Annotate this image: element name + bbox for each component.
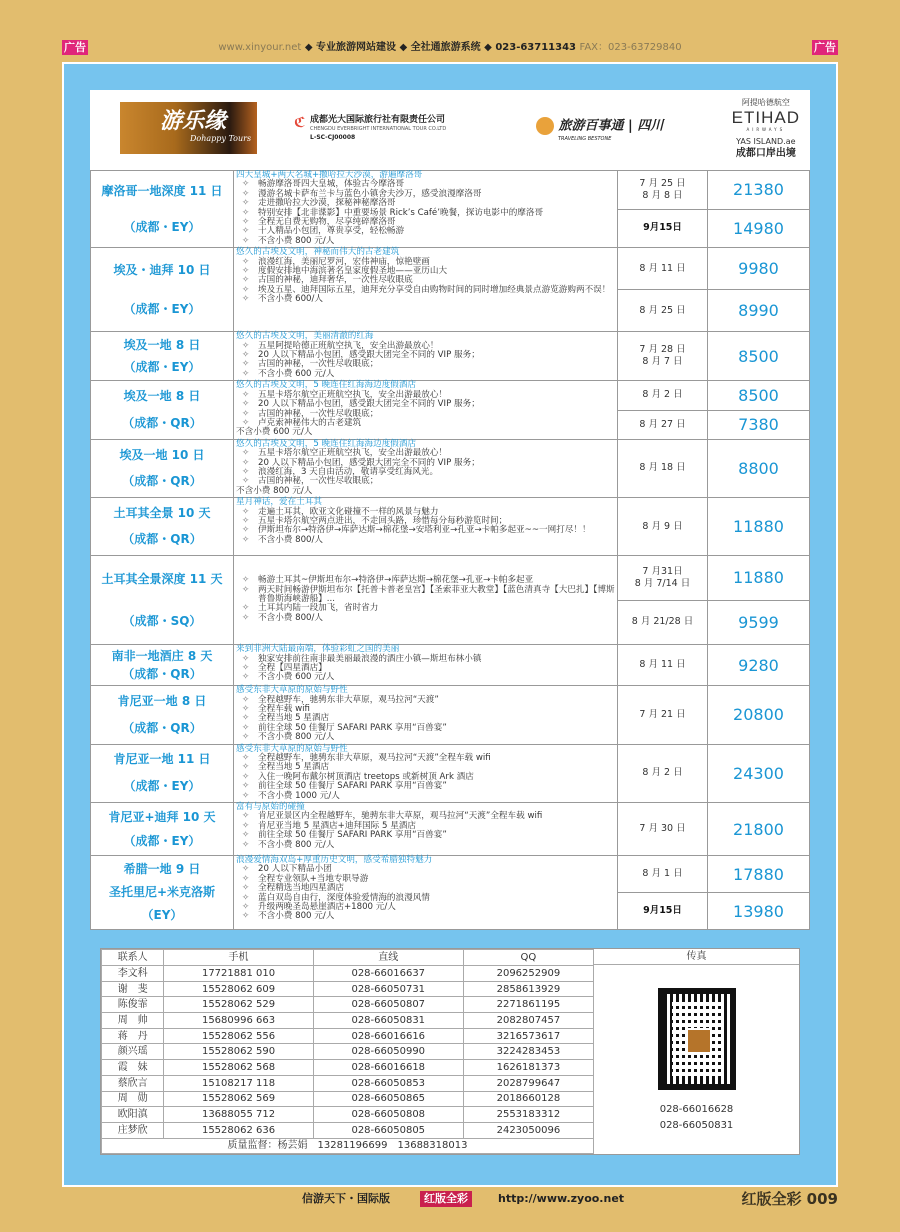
tour-name[interactable]: 肯尼亚一地 8 日 [117, 694, 207, 709]
contact-phone[interactable]: 028-66050865 [313, 1091, 463, 1107]
tour-route: （成都・EY） [123, 302, 201, 316]
contact-qq[interactable]: 2096252909 [463, 966, 593, 982]
tour-route: （成都・QR） [122, 415, 202, 430]
contact-name: 欧阳滇 [102, 1107, 164, 1123]
contact-row [102, 1107, 594, 1123]
tour-highlight: ✧ 度假安排地中海滨著名皇家度假圣地——亚历山大 [236, 267, 615, 276]
tour-prices [618, 645, 809, 685]
tour-name[interactable]: 埃及一地 8 日 [123, 389, 201, 404]
tour-highlight: ✧ 20 人以下精品小包团，感受跟大团完全不同的 VIP 服务； [236, 459, 615, 468]
contact-mobile[interactable]: 15528062 529 [164, 997, 313, 1013]
fax-number: 028-66016628 [659, 1104, 734, 1116]
fax-column [594, 949, 799, 1154]
tour-prices [618, 171, 809, 247]
column-header: 直线 [313, 950, 463, 966]
contact-name: 周 帅 [102, 1013, 164, 1029]
tour-highlight: ✧ 肯尼亚当地 5 星酒店+迪拜国际 5 星酒店 [236, 822, 615, 831]
tour-price: 9599 [738, 612, 779, 632]
contact-phone[interactable]: 028-66016618 [313, 1060, 463, 1076]
contact-phone[interactable]: 028-66050808 [313, 1107, 463, 1123]
tour-highlight: ✧ 伊斯坦布尔→特洛伊→库萨达斯→棉花堡→安塔利亚→孔亚→卡帕多起亚~~一网打尽！！ [236, 526, 615, 535]
departure-date: 8 月 11 日 [618, 645, 708, 685]
tour-highlight: ✧ 畅游土耳其~伊斯坦布尔→特洛伊→库萨达斯→棉花堡→孔亚→卡帕多起亚 [236, 576, 615, 585]
tour-name[interactable]: 肯尼亚一地 11 日 [113, 752, 211, 767]
tour-name-cell [91, 440, 234, 497]
ad-label-left: 广告 [64, 41, 86, 54]
tour-name[interactable]: 埃及一地 8 日 [123, 337, 201, 352]
tour-prices [618, 381, 809, 438]
everbright-logo [294, 115, 447, 142]
departure-row [618, 440, 809, 497]
top-banner [100, 41, 800, 54]
tour-headline: 四大皇城+两大名城+撒哈拉大沙漠，游遍摩洛哥 [236, 170, 423, 180]
column-header: 手机 [164, 950, 313, 966]
tour-description [234, 556, 618, 644]
departure-row [618, 645, 809, 685]
tour-highlight: ✧ 五星卡塔尔航空两点进出，不走回头路，珍惜每分每秒游览时间； [236, 517, 615, 526]
tour-name[interactable]: 埃及一地 10 日 [119, 447, 205, 462]
qr-code-icon[interactable] [658, 988, 736, 1090]
contact-phone[interactable]: 028-66050853 [313, 1075, 463, 1091]
quality-supervisor: 质量监督：杨芸娟 13281196699 13688318013 [102, 1138, 594, 1154]
tour-route: （成都・QR） [122, 474, 202, 489]
departure-date: 8 月 1 日 [618, 856, 708, 892]
tour-price: 7380 [738, 415, 779, 435]
top-fax: FAX：023-63729840 [579, 42, 682, 53]
contact-phone[interactable]: 028-66050990 [313, 1044, 463, 1060]
tour-tip-note: 不含小费 800 元/人 [236, 485, 313, 496]
contact-row [102, 1060, 594, 1076]
tour-highlight: ✧ 肯尼亚景区内全程越野车，驰骋东非大草原，观马拉河“天渡”全程车载 wifi [236, 812, 615, 821]
tour-highlight: ✧ 浪漫红海，美丽尼罗河，宏伟神庙，惊艳壁画 [236, 258, 615, 267]
tour-prices [618, 248, 809, 331]
everbright-mark-icon: ℭ [294, 115, 306, 131]
departure-row [618, 210, 809, 248]
tour-highlight: ✧ 不含小费 800 元/人 [236, 912, 615, 921]
tour-highlight: ✧ 全程无自费无购物，尽享纯碎摩洛哥 [236, 218, 615, 227]
contact-row [102, 1028, 594, 1044]
tour-price: 8990 [738, 301, 779, 321]
tour-headline: 悠久的古埃及文明，神秘而伟大的古老建筑 [236, 247, 400, 258]
tour-highlight: ✧ 畅游摩洛哥四大皇城，体验古今摩洛哥 [236, 180, 615, 189]
dohappy-logo [120, 102, 257, 154]
tour-route-airline: （EY） [141, 908, 183, 923]
logo1-en: Dohappy Tours [190, 134, 252, 143]
tour-row [90, 745, 810, 803]
tour-highlight: ✧ 入住一晚阿布戴尔树顶酒店 treetops 或新树顶 Ark 酒店 [236, 773, 615, 782]
contact-name: 周 勋 [102, 1091, 164, 1107]
tour-description [234, 381, 618, 438]
departure-date: 7 月 21 日 [618, 686, 708, 743]
tour-price: 11880 [733, 517, 784, 537]
contact-qq[interactable]: 1626181373 [463, 1060, 593, 1076]
tour-name-cell [91, 686, 234, 743]
tour-headline: 悠久的古埃及文明，美丽清澈的红海 [236, 331, 374, 342]
departure-row [618, 171, 809, 210]
tour-price: 21380 [733, 180, 784, 200]
contact-qq[interactable]: 3224283453 [463, 1044, 593, 1060]
tour-highlight: ✧ 古国的神秘，一次性尽收眼底； [236, 410, 615, 419]
tour-route: （成都・EY） [123, 359, 201, 374]
contact-qq[interactable]: 3216573617 [463, 1028, 593, 1044]
departure-date: 8 月 11 日 [618, 248, 708, 289]
tour-name[interactable]: 土耳其全景深度 11 天 [101, 571, 223, 586]
departure-date: 7 月 28 日 8 月 7 日 [618, 332, 708, 380]
tour-description [234, 248, 618, 331]
logo1-cn: 游乐缘 [160, 108, 227, 134]
contact-row [102, 981, 594, 997]
tour-description [234, 332, 618, 380]
column-header: QQ [463, 950, 593, 966]
tour-highlight: ✧ 不含小费 600 元/人 [236, 370, 615, 379]
contact-phone[interactable]: 028-66050831 [313, 1013, 463, 1029]
tour-price: 20800 [733, 705, 784, 725]
tour-highlight: ✧ 不含小费 800/人 [236, 614, 615, 623]
tour-name[interactable]: 希腊一地 9 日 [123, 862, 201, 877]
logo3-en: TRAVELING BESTONE [558, 135, 612, 142]
tour-price: 9980 [738, 259, 779, 279]
contact-name: 蔡欣言 [102, 1075, 164, 1091]
contact-row [102, 997, 594, 1013]
tour-highlight: ✧ 不含小费 800 元/人 [236, 841, 615, 850]
tour-highlight: ✧ 20 人以下精品小包团，感受跟大团完全不同的 VIP 服务； [236, 351, 615, 360]
tour-name[interactable]: 摩洛哥一地深度 11 日 [101, 183, 223, 198]
tour-prices [618, 686, 809, 743]
tour-row [90, 856, 810, 930]
departure-row [618, 856, 809, 893]
logo-header [90, 90, 810, 170]
tour-headline: 富有与原始的碰撞 [236, 802, 305, 813]
contact-qq[interactable]: 2858613929 [463, 981, 593, 997]
tour-description [234, 803, 618, 855]
tour-highlight: ✧ 前往全球 50 佳餐厅 SAFARI PARK 享用“百兽宴” [236, 782, 615, 791]
contact-qq[interactable]: 2271861195 [463, 997, 593, 1013]
tour-name[interactable]: 南非一地酒庄 8 天 [111, 648, 213, 663]
tour-highlight: ✧ 全程当地 5 星酒店 [236, 714, 615, 723]
departure-row [618, 248, 809, 290]
departure-port: 成都口岸出境 [735, 148, 796, 159]
tour-row [90, 171, 810, 248]
departure-row [618, 686, 809, 743]
tour-headline: 星月神话，爱在土耳其 [236, 497, 322, 508]
departure-row [618, 893, 809, 929]
departure-date: 8 月 27 日 [618, 411, 708, 439]
tour-highlight: ✧ 不含小费 800 元/人 [236, 733, 615, 742]
departure-row [618, 498, 809, 555]
tour-prices [618, 440, 809, 497]
tour-highlight: ✧ 不含小费 1000 元/人 [236, 792, 615, 801]
departure-date: 9月15日 [618, 893, 708, 929]
departure-date: 8 月 21/28 日 [618, 601, 708, 645]
top-url[interactable]: www.xinyour.net [218, 42, 302, 53]
contact-name: 蒋 丹 [102, 1028, 164, 1044]
fax-number: 028-66050831 [659, 1120, 734, 1132]
tour-name-cell [91, 498, 234, 555]
contact-row [102, 1013, 594, 1029]
contacts-section [100, 948, 800, 1155]
tour-highlight: ✧ 五星阿提哈德正班航空执飞，安全出游最放心！ [236, 342, 615, 351]
contact-row [102, 1044, 594, 1060]
tour-headline: 悠久的古埃及文明，5 晚连住红海海边度假酒店 [236, 438, 417, 449]
tour-price: 8800 [738, 458, 779, 478]
tour-route: （成都・EY） [123, 219, 201, 234]
tour-highlight: ✧ 两天时间畅游伊斯坦布尔【托普卡普老皇宫】【圣索菲亚大教堂】【蓝色清真寺【大巴扎】【博斯普鲁斯海峡游船】... [236, 586, 615, 605]
tour-name[interactable]: 肯尼亚+迪拜 10 天 [108, 809, 216, 824]
fax-header: 传真 [594, 949, 799, 965]
tour-price: 9280 [738, 655, 779, 675]
tour-row [90, 332, 810, 381]
departure-row [618, 556, 809, 601]
tour-highlight: ✧ 不含小费 600 元/人 [236, 673, 615, 682]
contact-name: 庄梦欣 [102, 1122, 164, 1138]
bestone-logo [536, 117, 663, 143]
etihad-cn: 阿提哈德航空 [741, 98, 790, 107]
tour-name-cell [91, 856, 234, 929]
departure-row [618, 332, 809, 380]
tour-highlight: ✧ 埃及五星、迪拜国际五星，迪拜充分享受自由购物时间的同时增加经典景点游览游购两不误！ [236, 286, 615, 295]
page-number: 红版全彩 009 [741, 1190, 838, 1209]
contact-phone[interactable]: 028-66016616 [313, 1028, 463, 1044]
logo2-license: L-SC-CJ00008 [310, 134, 356, 141]
departure-row [618, 381, 809, 410]
contacts-header-row [102, 950, 594, 966]
departure-date: 7 月 30 日 [618, 803, 708, 855]
contact-phone[interactable]: 028-66050731 [313, 981, 463, 997]
tour-prices [618, 556, 809, 644]
tour-highlight: ✧ 不含小费 800 元/人 [236, 237, 615, 246]
contact-mobile[interactable]: 17721881 010 [164, 966, 313, 982]
contact-row [102, 1122, 594, 1138]
tour-row [90, 498, 810, 556]
contacts-table [101, 949, 594, 1154]
contact-qq[interactable]: 2553183312 [463, 1107, 593, 1123]
tour-highlight: ✧ 古国的神秘，一次性尽收眼底； [236, 360, 615, 369]
tour-headline: 浪漫爱情海双岛+厚重历史文明，感受希腊独特魅力 [236, 855, 433, 866]
tour-description [234, 645, 618, 685]
column-header: 联系人 [102, 950, 164, 966]
tour-description [234, 498, 618, 555]
tour-route: （成都・QR） [122, 532, 202, 547]
departure-row [618, 745, 809, 802]
tour-name[interactable]: 土耳其全景 10 天 [113, 505, 211, 520]
contact-mobile[interactable]: 15680996 663 [164, 1013, 313, 1029]
tour-name-cell [91, 745, 234, 802]
departure-date: 8 月 18 日 [618, 440, 708, 497]
tour-description [234, 440, 618, 497]
departure-row [618, 411, 809, 439]
tour-highlight: ✧ 特别安排【北非谍影】中重要场景 Rick’s Café’晚餐，探访电影中的摩洛哥 [236, 209, 615, 218]
tour-name-cell [91, 381, 234, 438]
tour-highlight: ✧ 全程车载 wifi [236, 705, 615, 714]
tour-prices [618, 803, 809, 855]
etihad-sub: AIRWAYS [746, 127, 786, 132]
contact-row [102, 966, 594, 982]
mascot-icon [536, 117, 554, 135]
contact-mobile[interactable]: 15528062 609 [164, 981, 313, 997]
tour-route: （成都・SQ） [122, 613, 202, 628]
departure-row [618, 601, 809, 645]
departure-row [618, 290, 809, 331]
logo2-en: CHENGDU EVERBRIGHT INTERNATIONAL TOUR CO.LTD [310, 126, 447, 132]
departure-date: 8 月 2 日 [618, 745, 708, 802]
tour-price: 24300 [733, 763, 784, 783]
contact-qq[interactable]: 2082807457 [463, 1013, 593, 1029]
tour-price: 13980 [733, 901, 784, 921]
tour-row [90, 440, 810, 498]
tour-price: 11880 [733, 568, 784, 588]
contact-mobile[interactable]: 15528062 569 [164, 1091, 313, 1107]
tour-name-cell [91, 171, 234, 247]
contact-qq[interactable]: 2018660128 [463, 1091, 593, 1107]
footer-slogan: 信游天下・国际版 [302, 1192, 390, 1206]
tour-name-cell [91, 803, 234, 855]
tour-row [90, 381, 810, 439]
contact-phone[interactable]: 028-66050807 [313, 997, 463, 1013]
tour-row [90, 556, 810, 645]
contact-qq[interactable]: 2028799647 [463, 1075, 593, 1091]
tour-tip-note: 不含小费 600 元/人 [236, 427, 313, 438]
tour-route: 圣托里尼+米克洛斯 [108, 885, 216, 900]
tour-row [90, 248, 810, 332]
tour-headline: 悠久的古埃及文明，5 晚连住红海海边度假酒店 [236, 380, 417, 391]
departure-date: 7 月 25 日 8 月 8 日 [618, 171, 708, 209]
tour-highlight: ✧ 不含小费 800/人 [236, 536, 615, 545]
tour-prices [618, 332, 809, 380]
tour-name-cell [91, 248, 234, 331]
tour-highlight: ✧ 全程精选当地四星酒店 [236, 884, 615, 893]
content-panel [62, 62, 838, 1187]
contact-name: 李文科 [102, 966, 164, 982]
tour-price: 21800 [733, 819, 784, 839]
tour-price: 8500 [738, 346, 779, 366]
tour-name[interactable]: 埃及・迪拜 10 日 [113, 262, 211, 277]
tour-prices [618, 498, 809, 555]
tour-highlight: ✧ 五星卡塔尔航空正班航空执飞，安全出游最放心！ [236, 449, 615, 458]
tour-highlight: ✧ 十人精品小包团，尊贵享受，轻松畅游 [236, 227, 615, 236]
tour-prices [618, 856, 809, 929]
departure-date: 8 月 9 日 [618, 498, 708, 555]
tour-highlight: ✧ 卢克索神秘伟大的古老建筑 [236, 419, 615, 428]
tour-highlight: ✧ 前往全球 50 佳餐厅 SAFARI PARK 享用“百兽宴” [236, 724, 615, 733]
contact-phone[interactable]: 028-66050805 [313, 1122, 463, 1138]
tour-highlight: ✧ 古国的神秘，迪拜奢华，一次性尽收眼底 [236, 276, 615, 285]
tour-description [234, 745, 618, 802]
contact-mobile[interactable]: 15528062 590 [164, 1044, 313, 1060]
contact-row [102, 1075, 594, 1091]
tour-headline: 感受东非大草原的原始与野性 [236, 685, 348, 696]
contact-qq[interactable]: 2423050096 [463, 1122, 593, 1138]
contact-name: 颜兴瑶 [102, 1044, 164, 1060]
tour-highlight: ✧ 升级两晚圣岛悬崖酒店+1800 元/人 [236, 903, 615, 912]
tour-highlight: ✧ 浪漫红海，3 天自由活动，敬请享受红海风光。 [236, 468, 615, 477]
tour-highlight: ✧ 走进撒哈拉大沙漠，探秘神秘摩洛哥 [236, 199, 615, 208]
departure-row [618, 803, 809, 855]
contact-name: 霞 妹 [102, 1060, 164, 1076]
contact-mobile[interactable]: 15108217 118 [164, 1075, 313, 1091]
tour-highlight: ✧ 全程当地 5 星酒店 [236, 763, 615, 772]
departure-date: 8 月 25 日 [618, 290, 708, 331]
supervisor-row [102, 1138, 594, 1154]
tour-name-cell [91, 556, 234, 644]
tour-highlight: ✧ 20 人以下精品小包团，感受跟大团完全不同的 VIP 服务； [236, 400, 615, 409]
contact-name: 陈俊霏 [102, 997, 164, 1013]
contact-row [102, 1091, 594, 1107]
tour-highlight: ✧ 前往全球 50 佳餐厅 SAFARI PARK 享用“百兽宴” [236, 831, 615, 840]
contact-name: 谢 斐 [102, 981, 164, 997]
footer-url[interactable]: http://www.zyoo.net [498, 1192, 625, 1206]
tour-highlight: ✧ 不含小费 600/人 [236, 295, 615, 304]
tour-highlight: ✧ 全程越野车，驰骋东非大草原，观马拉河“天渡” [236, 696, 615, 705]
tour-highlight: ✧ 独家安排前往南非最美丽最浪漫的酒庄小镇—斯坦布林小镇 [236, 655, 615, 664]
tour-headline: 感受东非大草原的原始与野性 [236, 743, 348, 754]
tour-name-cell [91, 645, 234, 685]
tour-route: （成都・QR） [122, 666, 202, 681]
tour-row [90, 686, 810, 744]
departure-date: 7 月31日 8 月 7/14 日 [618, 556, 708, 600]
footer [0, 1190, 900, 1212]
tour-description [234, 856, 618, 929]
contact-phone[interactable]: 028-66016637 [313, 966, 463, 982]
tour-route: （成都・EY） [123, 779, 201, 794]
tour-route: （成都・EY） [123, 833, 201, 848]
contact-mobile[interactable]: 15528062 636 [164, 1122, 313, 1138]
ad-label-right: 广告 [814, 41, 836, 54]
tour-name-cell [91, 332, 234, 380]
etihad-logo [732, 98, 800, 160]
tour-highlight: ✧ 走遍土耳其，欧亚文化碰撞不一样的风景与魅力 [236, 508, 615, 517]
tour-highlight: ✧ 蓝白双岛自由行，深度体验爱情海的浪漫风情 [236, 894, 615, 903]
departure-date: 8 月 2 日 [618, 381, 708, 409]
logo3-cn: 旅游百事通 | 四川 [558, 118, 664, 134]
tour-price: 17880 [733, 864, 784, 884]
top-slogan: ◆ 专业旅游网站建设 ◆ 全社通旅游系统 ◆ 023-63711343 [301, 42, 580, 53]
tour-headline: 来到非洲大陆最南端，体验彩虹之国的美丽 [236, 644, 400, 655]
yas-island: YAS ISLAND.ae [736, 137, 796, 146]
departure-date: 9月15日 [618, 210, 708, 248]
tour-highlight: ✧ 全程【四星酒店】 [236, 664, 615, 673]
tour-row [90, 645, 810, 686]
tour-highlight: ✧ 漫游名城卡萨布兰卡与蓝色小镇舍夫沙万，感受浪漫摩洛哥 [236, 190, 615, 199]
tour-price: 8500 [738, 385, 779, 405]
tour-prices [618, 745, 809, 802]
contact-mobile[interactable]: 15528062 556 [164, 1028, 313, 1044]
tour-table [90, 170, 810, 930]
footer-badge: 红版全彩 [420, 1191, 472, 1207]
tour-highlight: ✧ 全程越野车，驰骋东非大草原，观马拉河“天渡”全程车载 wifi [236, 754, 615, 763]
tour-highlight: ✧ 五星卡塔尔航空正班航空执飞，安全出游最放心！ [236, 391, 615, 400]
etihad-brand: ETIHAD [731, 108, 800, 127]
tour-highlight: ✧ 土耳其内陆一段加飞，省时省力 [236, 604, 615, 613]
tour-highlight: ✧ 古国的神秘，一次性尽收眼底； [236, 477, 615, 486]
contact-mobile[interactable]: 13688055 712 [164, 1107, 313, 1123]
tour-description [234, 171, 618, 247]
tour-row [90, 803, 810, 856]
tour-route: （成都・QR） [122, 720, 202, 735]
logo2-cn: 成都光大国际旅行社有限责任公司 [310, 115, 446, 125]
tour-price: 14980 [733, 218, 784, 238]
tour-highlight: ✧ 全程专业领队+当地专职导游 [236, 875, 615, 884]
contact-mobile[interactable]: 15528062 568 [164, 1060, 313, 1076]
tour-highlight: ✧ 20 人以下精品小团 [236, 865, 615, 874]
tour-description [234, 686, 618, 743]
